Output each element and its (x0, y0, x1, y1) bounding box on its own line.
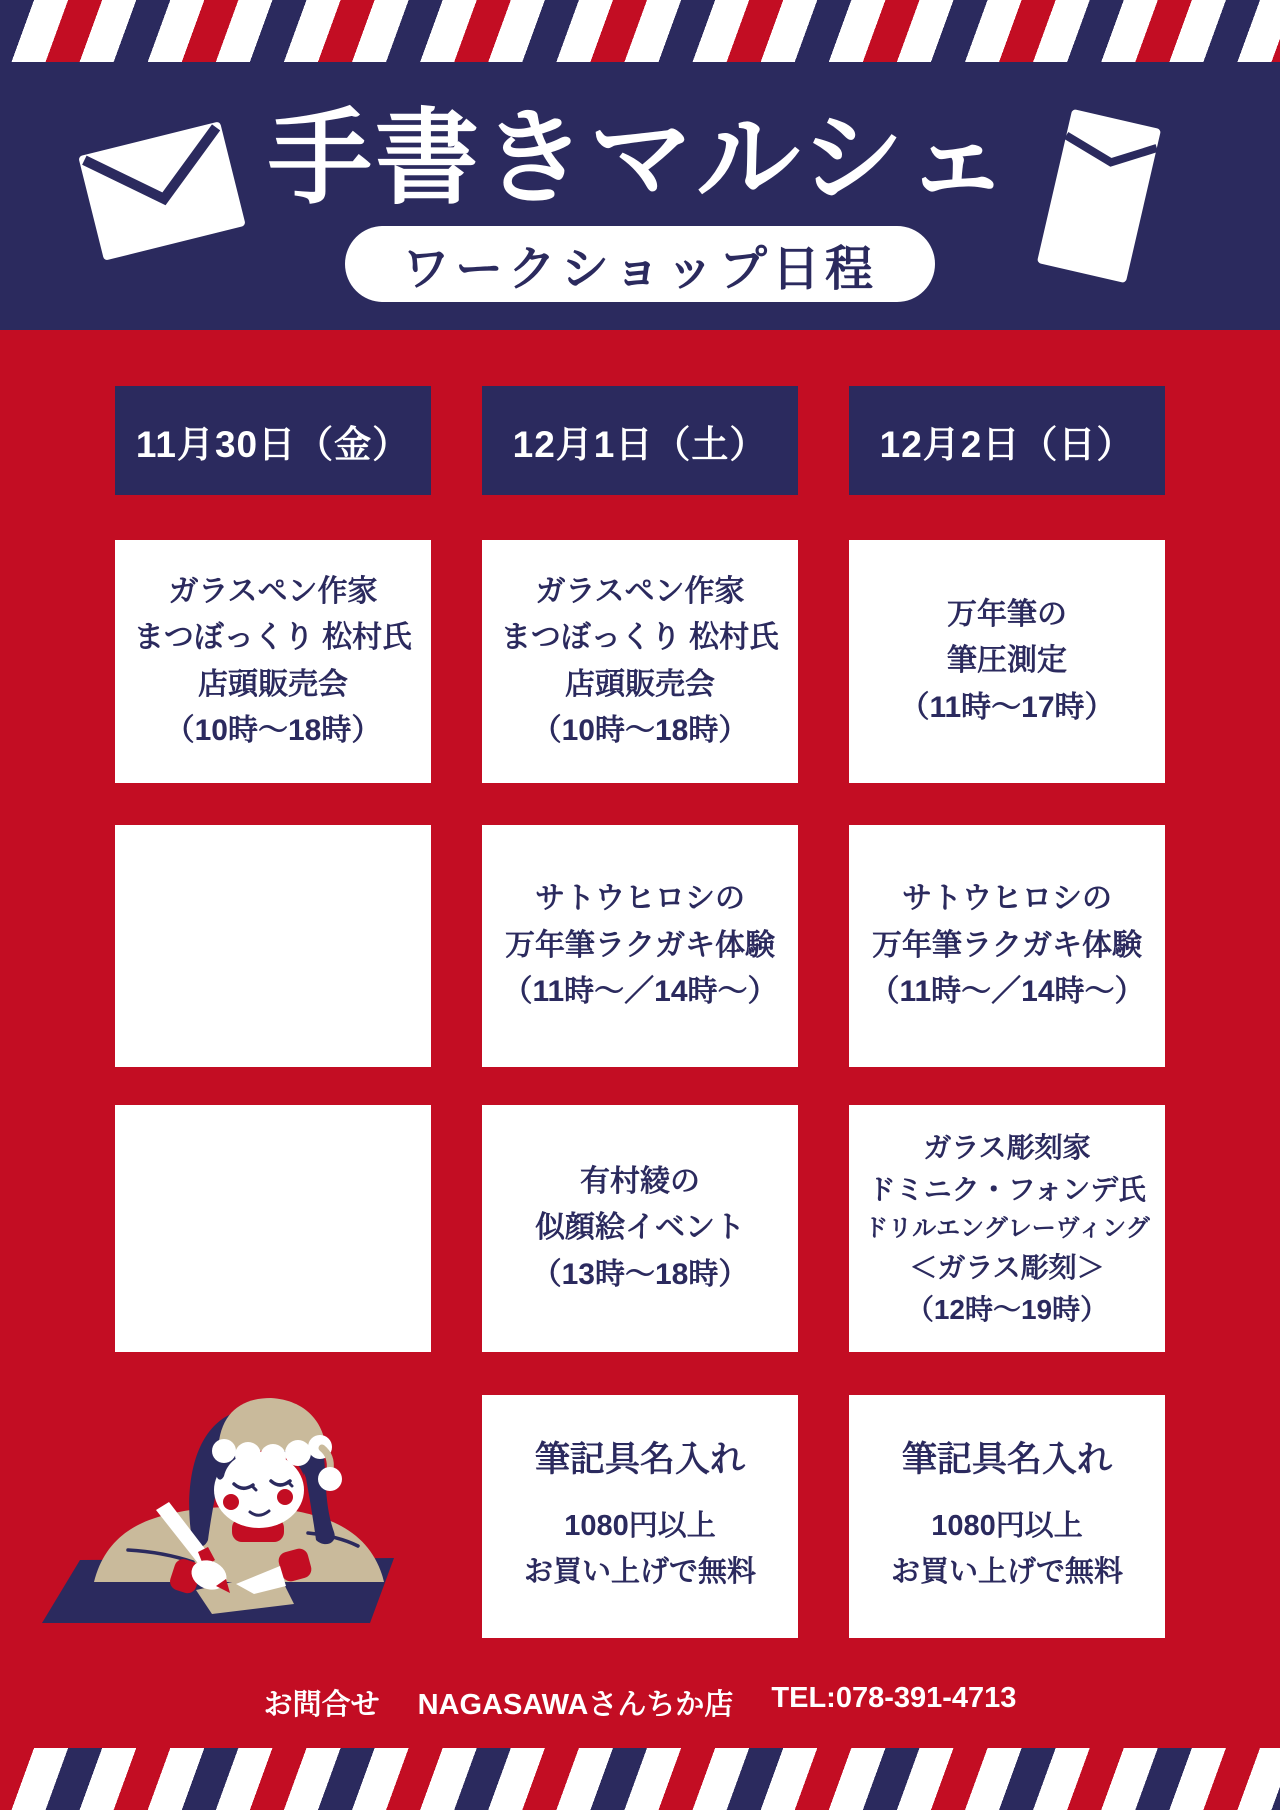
date-header-sat (482, 386, 798, 495)
hat-pompom (318, 1467, 342, 1491)
date-label: 11月30日（金） (115, 386, 431, 495)
header (0, 62, 1280, 330)
date-label: 12月2日（日） (849, 386, 1165, 495)
event-line: まつぼっくり 松村氏 (133, 621, 413, 654)
event-card-pen-pressure (849, 540, 1165, 783)
footer-contact (0, 1682, 1280, 1723)
event-card-name-engraving-sun (849, 1395, 1165, 1638)
event-title: 筆記具名入れ (534, 1440, 745, 1480)
empty-card (115, 1105, 431, 1352)
event-line: ドリルエングレーヴィング (864, 1214, 1150, 1242)
event-line: 店頭販売会 (565, 667, 715, 701)
airmail-stripe-top (0, 0, 1280, 62)
event-line: サトウヒロシの (902, 882, 1112, 916)
writing-girl-illustration (28, 1390, 408, 1640)
event-line: 1080円以上 (564, 1509, 716, 1542)
event-line: （13時〜18時） (531, 1257, 749, 1291)
event-line: ドミニク・フォンデ氏 (867, 1173, 1147, 1205)
event-line: 1080円以上 (931, 1509, 1083, 1542)
airmail-stripe-bottom (0, 1748, 1280, 1810)
event-line: （10時〜18時） (164, 714, 382, 747)
date-header-sun (849, 386, 1165, 495)
event-card-name-engraving-sat (482, 1395, 798, 1638)
event-line: ガラスペン作家 (168, 574, 378, 608)
event-line: 万年筆ラクガキ体験 (872, 928, 1142, 962)
event-card-glasspen-sat (482, 540, 798, 783)
event-line: お買い上げで無料 (523, 1556, 756, 1589)
contact-label: お問合せ (263, 1689, 380, 1721)
event-line: （12時〜19時） (905, 1293, 1109, 1325)
empty-card (115, 825, 431, 1067)
event-title: 筆記具名入れ (901, 1440, 1112, 1480)
date-header-fri (115, 386, 431, 495)
event-card-portrait (482, 1105, 798, 1352)
phone-number: TEL:078-391-4713 (771, 1682, 1017, 1714)
event-line: ガラス彫刻家 (923, 1131, 1091, 1163)
event-line: サトウヒロシの (535, 882, 745, 916)
store-name: NAGASAWAさんちか店 (417, 1689, 734, 1721)
event-line: 万年筆の (947, 597, 1067, 631)
event-line: （10時〜18時） (531, 714, 749, 747)
event-line: ＜ガラス彫刻＞ (909, 1251, 1105, 1283)
event-card-glasspen-fri (115, 540, 431, 783)
event-line: （11時〜／14時〜） (869, 975, 1145, 1009)
event-line: 似顔絵イベント (535, 1211, 745, 1245)
event-line: 万年筆ラクガキ体験 (505, 928, 775, 962)
event-line: お買い上げで無料 (890, 1556, 1123, 1589)
event-line: 店頭販売会 (198, 667, 348, 701)
subtitle-label: ワークショップ日程 (401, 242, 879, 296)
event-line: 筆圧測定 (947, 644, 1067, 678)
event-line: 有村綾の (580, 1164, 700, 1198)
event-line: ガラスペン作家 (535, 574, 745, 608)
event-card-glass-engraving (849, 1105, 1165, 1352)
event-line: （11時〜17時） (899, 690, 1115, 724)
date-label: 12月1日（土） (482, 386, 798, 495)
subtitle-badge (345, 226, 935, 302)
event-card-rakugaki-sun (849, 825, 1165, 1067)
event-card-rakugaki-sat (482, 825, 798, 1067)
poster-title: 手書きマルシェ (267, 101, 1013, 217)
event-line: （11時〜／14時〜） (502, 975, 778, 1009)
event-line: まつぼっくり 松村氏 (500, 621, 780, 654)
